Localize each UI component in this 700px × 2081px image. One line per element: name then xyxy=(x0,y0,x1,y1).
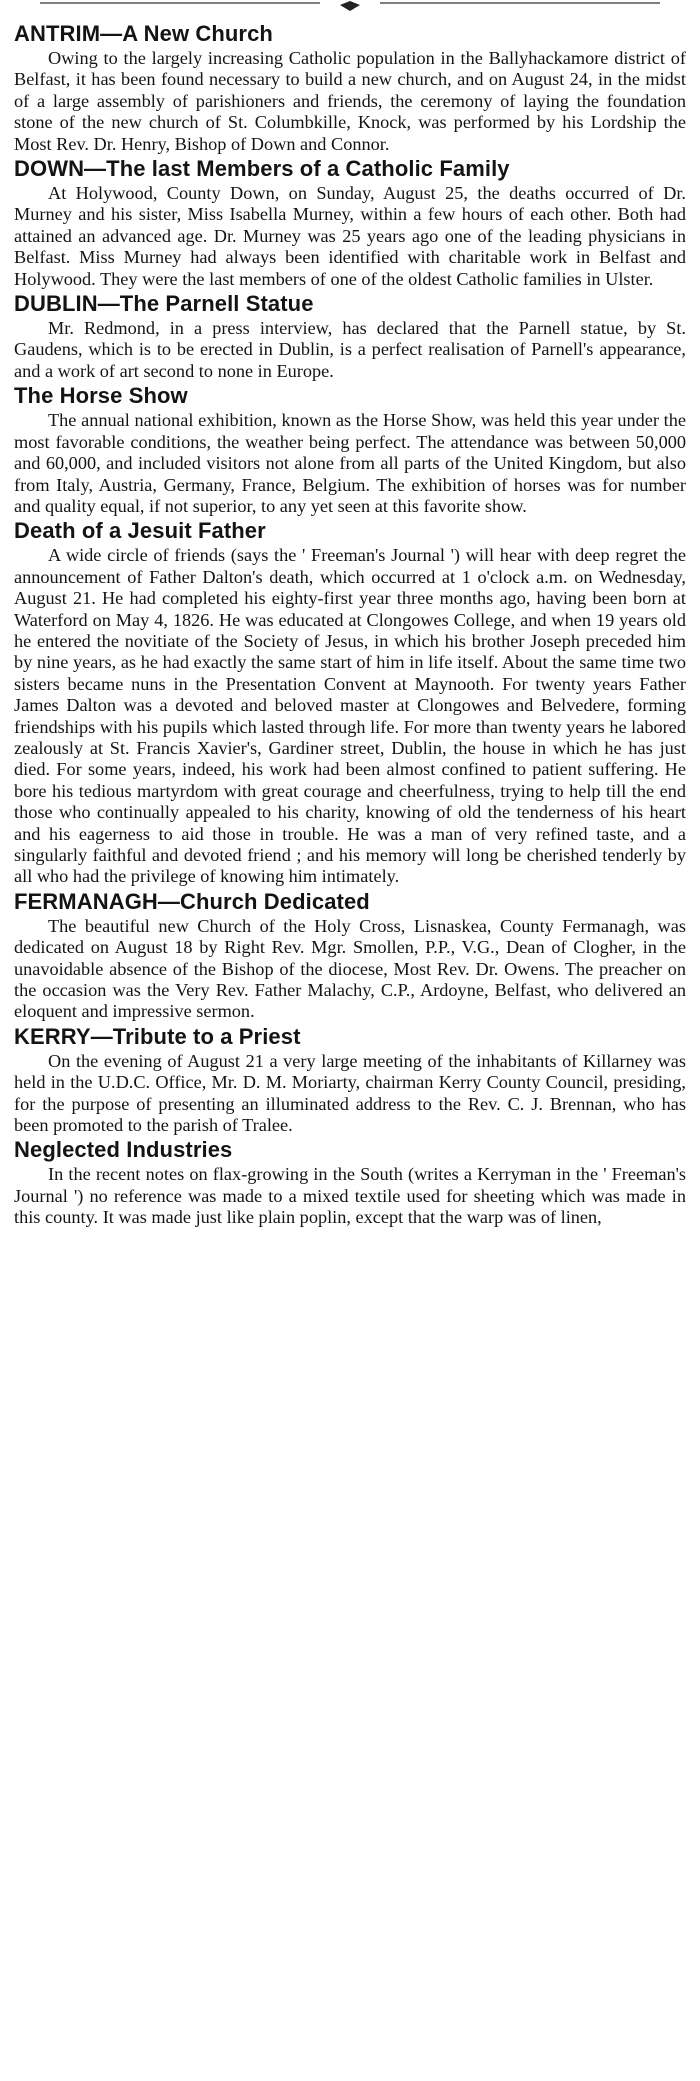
article-antrim xyxy=(14,20,686,155)
article-kerry xyxy=(14,1023,686,1137)
headline-horse-show: The Horse Show xyxy=(14,383,188,409)
headline-jesuit-father: Death of a Jesuit Father xyxy=(14,518,266,544)
body-fermanagh: The beautiful new Church of the Holy Cross, Lisnaskea, County Fermanagh, was dedicated on August 18 by Right Rev. Mgr. Smollen, P.P., V.G., Dean of Clogher, in the unavoidable absence of the Bishop of the diocese, Most Rev. Dr. Owens. The preacher on the occasion was the Very Rev. Father Malachy, C.P., Ardoyne, Belfast, who delivered an eloquent and impressive sermon. xyxy=(14,915,686,1022)
headline-kerry: KERRY—Tribute to a Priest xyxy=(14,1023,301,1049)
headline-neglected-industries: Neglected Industries xyxy=(14,1137,233,1163)
body-kerry: On the evening of August 21 a very large meeting of the inhabitants of Killarney was held in the U.D.C. Office, Mr. D. M. Moriarty, chairman Kerry County Council, presiding, for the purpose of presenting an illuminated address to the Rev. C. J. Brennan, who has been promoted to the parish of Tralee. xyxy=(14,1050,686,1136)
article-neglected-industries xyxy=(14,1136,686,1228)
article-jesuit-father xyxy=(14,517,686,888)
body-horse-show: The annual national exhibition, known as the Horse Show, was held this year under the most favorable conditions, the weather being perfect. The attendance was between 50,000 and 60,000, and included visitors not alone from all parts of the United Kingdom, but also from Italy, Austria, Germany, France, Belgium. The exhibition of horses was for number and quality equal, if not superior, to any yet seen at this favorite show. xyxy=(14,410,686,516)
article-fermanagh xyxy=(14,888,686,1023)
top-rule-ornament xyxy=(0,0,700,14)
body-jesuit-father: A wide circle of friends (says the ' Freeman's Journal ') will hear with deep regret the announcement of Father Dalton's death, which occurred at 1 o'clock a.m. on Wednesday, August 21. He had completed his eighty-first year three months ago, having been born at Waterford on May 4, 1826. He was educated at Clongowes College, and when 19 years old he entered the novitiate of the Society of Jesus, in which his brother Joseph preceded him by nine years, as he had exactly the same start of him in life itself. About the same time two sisters became nuns in the Presentation Convent at Maynooth. For twenty years Father James Dalton was a devoted and beloved master at Clongowes and Belvedere, forming friendships with his pupils which lasted through life. For more than twenty years he labored zealously at St. Francis Xavier's, Gardiner street, Dublin, the house in which he has just died. For some years, indeed, his work had been almost confined to patient suffering. He bore his tedious martyrdom with great courage and cheerfulness, trying to help till the end those who continually appealed to his charity, knowing of old the tenderness of his heart and his eagerness to aid those in trouble. He was a man of very refined taste, and a singularly faithful and devoted friend ; and his memory will long be cherished tenderly by all who had the privilege of knowing him intimately. xyxy=(14,545,686,887)
article-down xyxy=(14,155,686,290)
headline-fermanagh: FERMANAGH—Church Dedicated xyxy=(14,888,370,914)
body-down: At Holywood, County Down, on Sunday, August 25, the deaths occurred of Dr. Murney and his sister, Miss Isabella Murney, within a few hours of each other. Both had attained an advanced age. Dr. Murney was 25 years ago one of the leading physicians in Belfast. Miss Murney had always been identified with charitable work in Belfast and Holywood. They were the last members of one of the oldest Catholic families in Ulster. xyxy=(14,183,686,289)
body-dublin: Mr. Redmond, in a press interview, has declared that the Parnell statue, by St. Gaudens, which is to be erected in Dublin, is a perfect realisation of Parnell's appearance, and a work of art second to none in Europe. xyxy=(14,318,686,381)
headline-down: DOWN—The last Members of a Catholic Family xyxy=(14,156,510,182)
headline-dublin: DUBLIN—The Parnell Statue xyxy=(14,291,314,317)
body-neglected-industries: In the recent notes on flax-growing in the South (writes a Kerryman in the ' Freeman's Journal ') no reference was made to a mixed textile used for sheeting which was made in this county. It was made just like plain poplin, except that the warp was of linen, xyxy=(14,1164,686,1228)
article-horse-show xyxy=(14,382,686,517)
body-antrim: Owing to the largely increasing Catholic population in the Ballyhackamore district of Belfast, it has been found necessary to build a new church, and on August 24, in the midst of a large assembly of parishioners and friends, the ceremony of laying the foundation stone of the new church of St. Columbkille, Knock, was performed by his Lordship the Most Rev. Dr. Henry, Bishop of Down and Connor. xyxy=(14,48,686,154)
article-dublin xyxy=(14,290,686,382)
headline-antrim: ANTRIM—A New Church xyxy=(14,21,273,46)
